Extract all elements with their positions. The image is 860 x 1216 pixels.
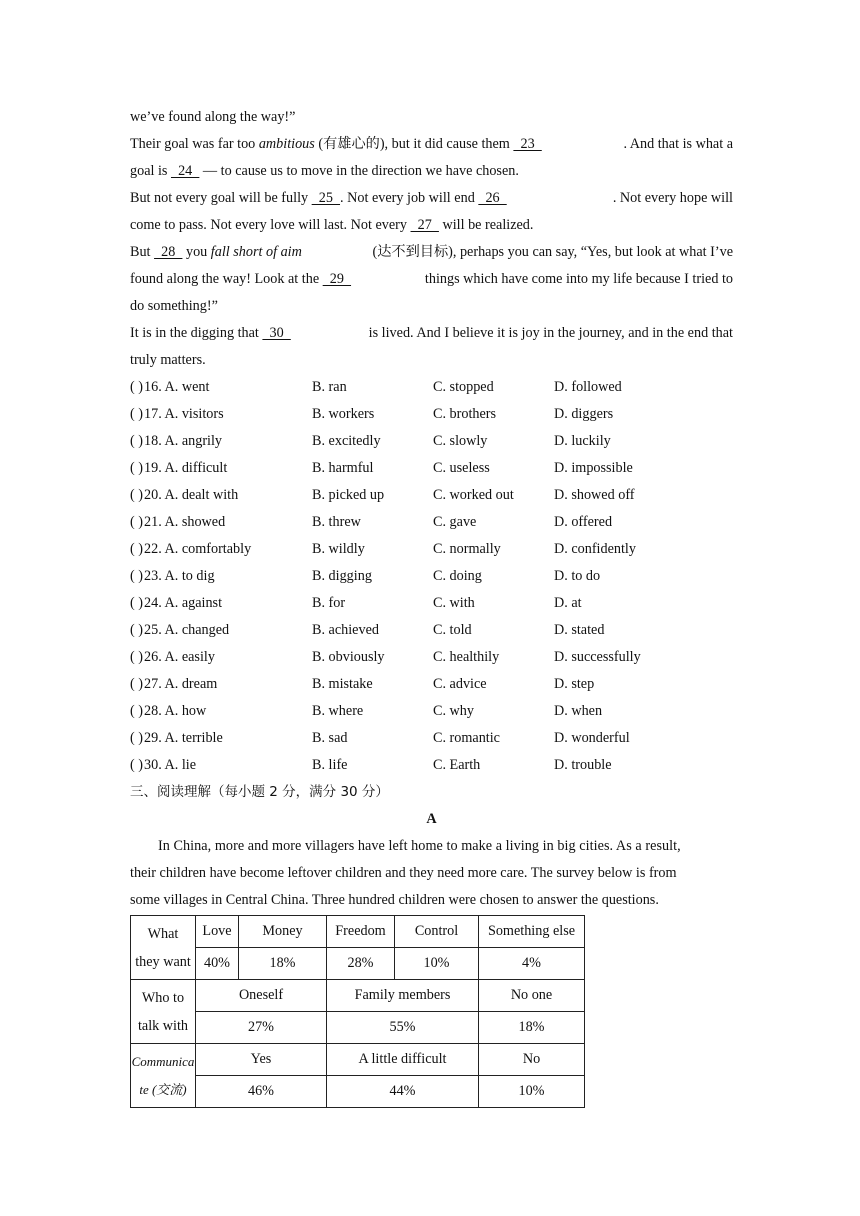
table-cell: No <box>479 1044 585 1076</box>
option-b: B. for <box>312 595 346 611</box>
question-row <box>130 725 733 752</box>
table-row <box>131 916 585 948</box>
table-cell: No one <box>479 980 585 1012</box>
option-d: D. successfully <box>554 649 641 665</box>
passage-text: goal is <box>130 163 171 179</box>
question-row <box>130 482 733 509</box>
option-a: 22. A. comfortably <box>144 541 252 557</box>
option-c: C. normally <box>433 541 501 557</box>
option-a: 27. A. dream <box>144 676 218 692</box>
option-c: C. slowly <box>433 433 488 449</box>
question-row <box>130 428 733 455</box>
option-b: B. where <box>312 703 364 719</box>
reading-line <box>130 833 733 860</box>
option-c: C. healthily <box>433 649 500 665</box>
table-cell: 18% <box>479 1012 585 1044</box>
answer-slot[interactable]: ( ) <box>130 433 143 449</box>
passage-line <box>130 347 733 374</box>
table-cell: Freedom <box>327 916 395 948</box>
option-d: D. confidently <box>554 541 636 557</box>
table-cell: 40% <box>196 948 239 980</box>
table-cell: 44% <box>327 1076 479 1108</box>
answer-slot[interactable]: ( ) <box>130 514 143 530</box>
option-d: D. to do <box>554 568 601 584</box>
option-c: C. Earth <box>433 757 481 773</box>
option-b: B. life <box>312 757 348 773</box>
option-a: 25. A. changed <box>144 622 230 638</box>
option-b: B. mistake <box>312 676 373 692</box>
blank-30: 30 <box>262 325 291 341</box>
blank-28: 28 <box>154 244 183 260</box>
answer-slot[interactable]: ( ) <box>130 730 143 746</box>
table-cell: Money <box>239 916 327 948</box>
table-cell: 55% <box>327 1012 479 1044</box>
question-row <box>130 401 733 428</box>
table-row <box>131 1044 585 1076</box>
row-label-communicate: Communica te (交流) <box>131 1044 196 1108</box>
worksheet-page <box>130 104 733 914</box>
table-cell: 27% <box>196 1012 327 1044</box>
option-b: B. harmful <box>312 460 374 476</box>
question-row <box>130 374 733 401</box>
answer-slot[interactable]: ( ) <box>130 568 143 584</box>
passage-text: (达不到目标), perhaps you can say, “Yes, but look at what I’ve <box>372 244 733 260</box>
table-cell: 46% <box>196 1076 327 1108</box>
answer-slot[interactable]: ( ) <box>130 676 143 692</box>
passage-line <box>130 212 733 239</box>
option-a: 30. A. lie <box>144 757 197 773</box>
option-d: D. impossible <box>554 460 633 476</box>
question-row <box>130 644 733 671</box>
question-row <box>130 590 733 617</box>
option-c: C. doing <box>433 568 482 584</box>
table-cell: 4% <box>479 948 585 980</box>
passage-line <box>130 158 733 185</box>
question-row <box>130 671 733 698</box>
table-cell: A little difficult <box>327 1044 479 1076</box>
question-row <box>130 752 733 779</box>
option-b: B. workers <box>312 406 375 422</box>
option-b: B. wildly <box>312 541 365 557</box>
table-row <box>131 1076 585 1108</box>
passage-text: things which have come into my life because I tried to <box>424 271 733 287</box>
option-d: D. at <box>554 595 582 611</box>
part-label: A <box>426 811 437 827</box>
reading-text: some villages in Central China. Three hundred children were chosen to answer the questions. <box>130 892 659 908</box>
option-c: C. worked out <box>433 487 514 503</box>
option-d: D. followed <box>554 379 622 395</box>
table-cell: 18% <box>239 948 327 980</box>
passage-line <box>130 320 733 347</box>
answer-slot[interactable]: ( ) <box>130 460 143 476</box>
option-b: B. threw <box>312 514 361 530</box>
section-title: 三、阅读理解（每小题 2 分，满分 30 分） <box>130 784 389 800</box>
option-d: D. when <box>554 703 603 719</box>
question-row <box>130 617 733 644</box>
passage-text: will be realized. <box>438 217 534 233</box>
blank-29: 29 <box>322 271 352 287</box>
option-b: B. excitedly <box>312 433 381 449</box>
option-a: 28. A. how <box>144 703 207 719</box>
table-cell: 28% <box>327 948 395 980</box>
option-b: B. digging <box>312 568 372 584</box>
passage-text: It is in the digging that 30 <box>130 320 291 347</box>
passage-text: But not every goal will be fully 25 . Not every job will end 26 <box>130 185 507 212</box>
option-d: D. trouble <box>554 757 612 773</box>
passage-text: But 28 you fall short of aim <box>130 239 302 266</box>
option-d: D. stated <box>554 622 605 638</box>
question-row <box>130 536 733 563</box>
passage-text: . Not every hope will <box>612 190 733 206</box>
option-d: D. offered <box>554 514 613 530</box>
table-cell: 10% <box>479 1076 585 1108</box>
table-cell: 10% <box>395 948 479 980</box>
option-c: C. advice <box>433 676 487 692</box>
answer-slot[interactable]: ( ) <box>130 703 143 719</box>
table-row <box>131 980 585 1012</box>
option-c: C. stopped <box>433 379 494 395</box>
passage-text: Their goal was far too ambitious (有雄心的), but it did cause them 23 <box>130 131 542 158</box>
option-c: C. with <box>433 595 475 611</box>
answer-slot[interactable]: ( ) <box>130 406 143 422</box>
option-a: 20. A. dealt with <box>144 487 239 503</box>
passage-text: — to cause us to move in the direction we have chosen. <box>199 163 519 179</box>
table-cell: Something else <box>479 916 585 948</box>
option-d: D. diggers <box>554 406 614 422</box>
option-a: 19. A. difficult <box>144 460 228 476</box>
option-d: D. showed off <box>554 487 635 503</box>
blank-27: 27 <box>410 217 439 233</box>
blank-24: 24 <box>170 163 200 179</box>
option-a: 18. A. angrily <box>144 433 223 449</box>
passage-text: come to pass. Not every love will last. Not every <box>130 217 411 233</box>
option-c: C. useless <box>433 460 490 476</box>
question-row <box>130 509 733 536</box>
option-b: B. obviously <box>312 649 385 665</box>
answer-slot[interactable]: ( ) <box>130 379 143 395</box>
passage-text: we’ve found along the way!” <box>130 109 296 125</box>
reading-text: their children have become leftover children and they need more care. The survey below is from <box>130 865 677 881</box>
passage-line <box>130 266 733 293</box>
answer-slot[interactable]: ( ) <box>130 622 143 638</box>
passage-line <box>130 239 733 266</box>
table-row <box>131 1012 585 1044</box>
table-cell: Control <box>395 916 479 948</box>
passage-text: . And that is what a <box>623 136 733 152</box>
option-d: D. luckily <box>554 433 611 449</box>
blank-26: 26 <box>478 190 507 206</box>
row-label-who-to-talk-with: Who to talk with <box>131 980 196 1044</box>
table-row <box>131 948 585 980</box>
option-d: D. wonderful <box>554 730 630 746</box>
option-b: B. ran <box>312 379 347 395</box>
option-c: C. brothers <box>433 406 497 422</box>
answer-slot[interactable]: ( ) <box>130 757 143 773</box>
question-list <box>130 374 733 779</box>
table-cell: Family members <box>327 980 479 1012</box>
option-a: 21. A. showed <box>144 514 226 530</box>
blank-25: 25 <box>311 190 341 206</box>
option-b: B. sad <box>312 730 348 746</box>
question-row <box>130 455 733 482</box>
question-row <box>130 698 733 725</box>
passage-line <box>130 131 733 158</box>
answer-slot[interactable]: ( ) <box>130 487 143 503</box>
option-c: C. romantic <box>433 730 500 746</box>
passage-line <box>130 185 733 212</box>
passage-text: found along the way! Look at the 29 <box>130 266 351 293</box>
passage-text: do something!” <box>130 298 218 314</box>
option-a: 16. A. went <box>144 379 210 395</box>
question-row <box>130 563 733 590</box>
answer-slot[interactable]: ( ) <box>130 595 143 611</box>
passage-text: truly matters. <box>130 352 206 368</box>
option-b: B. achieved <box>312 622 379 638</box>
option-c: C. gave <box>433 514 477 530</box>
answer-slot[interactable]: ( ) <box>130 541 143 557</box>
table-cell: Love <box>196 916 239 948</box>
reading-text: In China, more and more villagers have left home to make a living in big cities. As a result, <box>158 838 681 854</box>
reading-line <box>130 887 733 914</box>
table-cell: Yes <box>196 1044 327 1076</box>
option-a: 23. A. to dig <box>144 568 215 584</box>
survey-table <box>130 915 585 1108</box>
reading-line <box>130 860 733 887</box>
option-c: C. told <box>433 622 472 638</box>
option-b: B. picked up <box>312 487 385 503</box>
option-a: 17. A. visitors <box>144 406 224 422</box>
answer-slot[interactable]: ( ) <box>130 649 143 665</box>
option-d: D. step <box>554 676 595 692</box>
table-cell: Oneself <box>196 980 327 1012</box>
option-a: 24. A. against <box>144 595 223 611</box>
row-label-what-they-want: What they want <box>131 916 196 980</box>
passage-line <box>130 104 733 131</box>
passage-line <box>130 293 733 320</box>
passage-text: is lived. And I believe it is joy in the journey, and in the end that <box>368 325 733 341</box>
option-c: C. why <box>433 703 474 719</box>
blank-23: 23 <box>513 136 542 152</box>
option-a: 29. A. terrible <box>144 730 223 746</box>
option-a: 26. A. easily <box>144 649 215 665</box>
